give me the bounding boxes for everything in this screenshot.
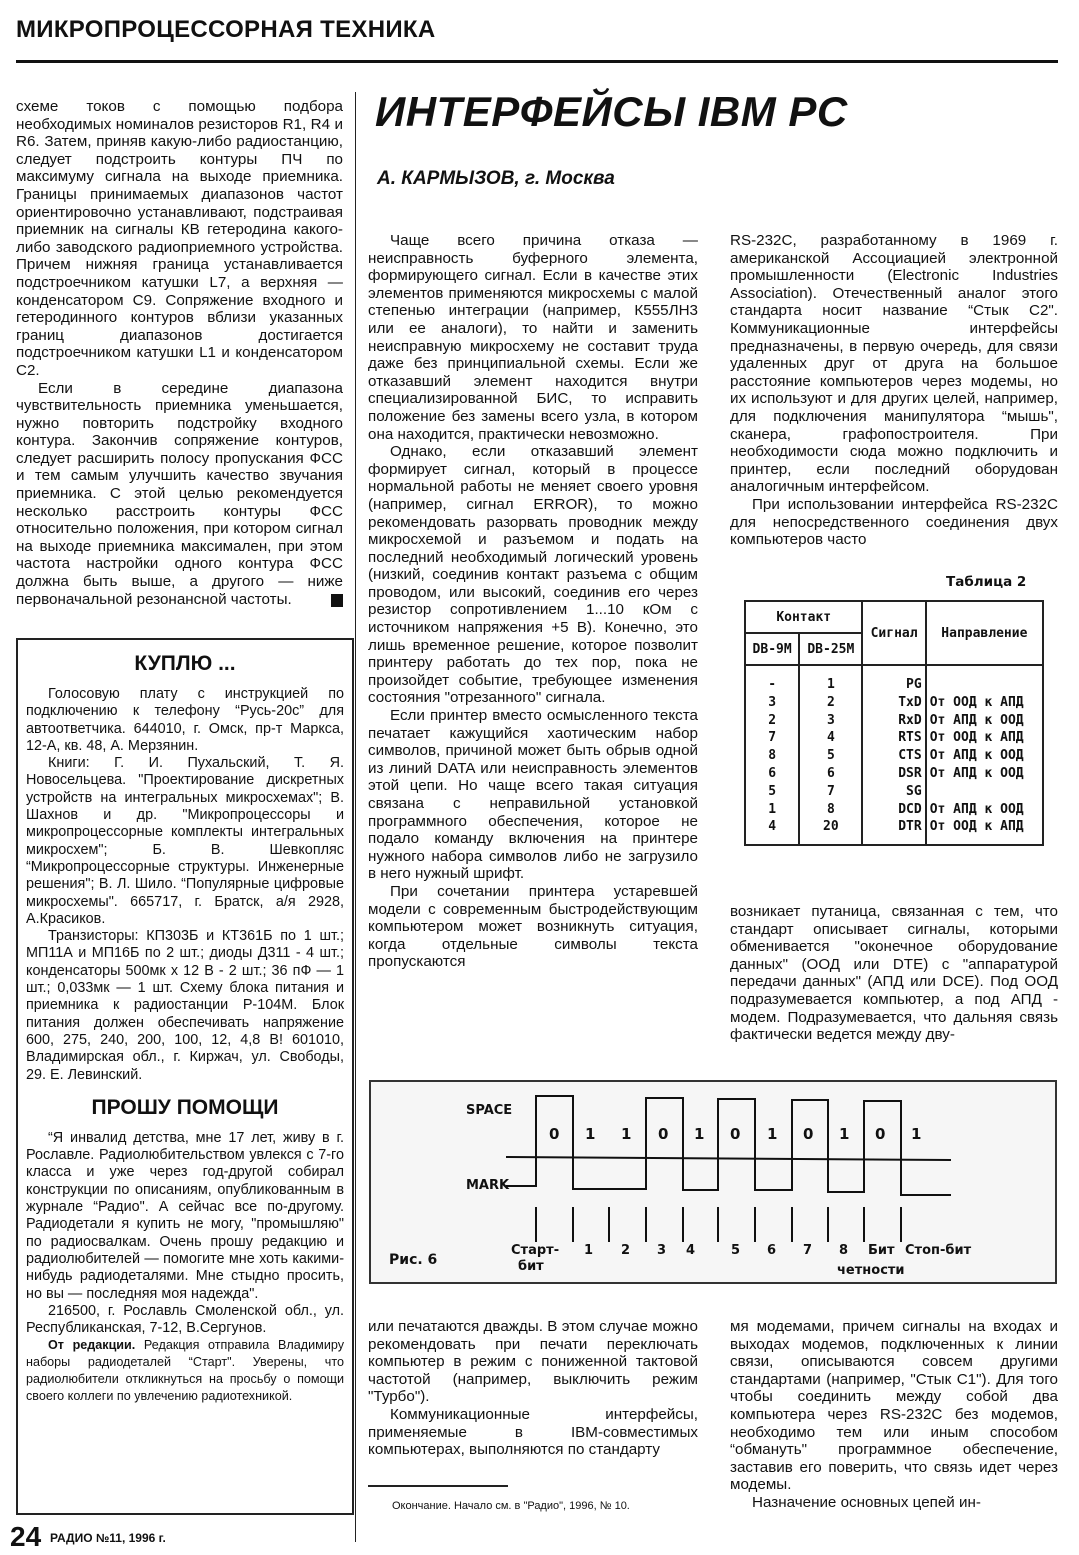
paragraph: При сочетании принтера устаревшей модели с современным быстродействующим компьютером может возникнуть ситуация, когда отдельные символы текста пропускаются [368,882,698,971]
bit-values [549,1125,921,1143]
article-title: ИНТЕРФЕЙСЫ IBM PC [375,88,848,135]
svg-text:0: 0 [549,1125,560,1143]
svg-text:Старт-: Старт- [511,1243,560,1258]
signal-table [744,600,1044,846]
footnote-rule [368,1485,508,1487]
left-column [16,98,343,608]
svg-text:1: 1 [584,1243,594,1258]
svg-text:3: 3 [657,1243,667,1258]
classifieds-box [16,638,354,1515]
paragraph: возникает путаница, связанная с тем, что стандарт описывает сигналы, которыми обменивается "оконечное оборудование данных" (ООД или DTE) с "аппаратурой передачи данных" (АПД или DCE). Под ООД подразумевается компьютер, а под АПД - модем. Подразумевается, что дальняя связь фактически ведется между дву- [730,903,1058,1044]
table-row: 1 8 DCD От АПД к ООД [745,801,1043,819]
page-number: 24 [10,1521,42,1552]
end-mark-icon [331,594,343,607]
table-row: 4 20 DTR От ООД к АПД [745,818,1043,845]
article-author: А. КАРМЫЗОВ, г. Москва [377,168,615,189]
paragraph: Чаще всего причина отказа — неисправность буферного элемента, формирующего сигнал. Если в качестве этих элементов применяются микросхемы с малой степенью интеграции (например, К555ЛН3 или ее аналоги), то найти и заменить неисправную микросхему не составит труда даже без принципиальной схемы. Если же отказавший элемент находится внутри специализированной БИС, то исправить положение без замены всего узла, в котором она находится, практически невозможно. [368,232,698,443]
col-header-direction: Направление [926,601,1043,665]
paragraph: схеме токов с помощью подбора необходимых номиналов резисторов R1, R4 и R6. Затем, приняв какую-либо радиостанцию, следует подстроить контуры ПЧ по максимуму сигнала на выходе приемника. Границы принимаемых диапазонов частот ориентировочно устанавливают, подстраивая приемник на сигналы КВ гетеродина какого-либо заводского радиоприемного устройства. Причем нижняя граница устанавливается подстроечником катушки L7, а верхняя — конденсатором С9. Сопряжение входного и гетеродинного контуров вблизи указанных границ диапазонов достигается подстроечником катушки L1 и конденсатором С2. [16,98,343,379]
editor-label: От редакции. [48,1338,136,1353]
table-caption: Таблица 2 [946,574,1027,590]
svg-text:1: 1 [767,1125,778,1143]
svg-text:0: 0 [875,1125,886,1143]
col-header-db25: DB-25M [799,633,862,665]
header-rule [16,60,1058,63]
help-heading: ПРОШУ ПОМОЩИ [91,1095,279,1119]
help-address: 216500, г. Рославль Смоленской обл., ул. Республиканская, 7-12, В.Сергунов. [26,1302,344,1337]
svg-text:0: 0 [803,1125,814,1143]
buy-ad: Голосовую плату с инструкцией по подключению к телефону “Русь-20с” для автоответчика. 644010, г. Омск, пр-т Маркса, 12-А, кв. 48, А. Мерзянин. [26,686,344,754]
table-row: 3 2 TxD От ООД к АПД [745,694,1043,712]
col-header-db9: DB-9M [745,633,799,665]
svg-text:4: 4 [686,1243,696,1258]
svg-text:Бит: Бит [868,1243,895,1258]
svg-text:1: 1 [839,1125,850,1143]
paragraph: Назначение основных цепей ин- [752,1493,981,1511]
table-row: 2 3 RxD От АПД к ООД [745,712,1043,730]
svg-text:Стоп-бит: Стоп-бит [905,1243,972,1258]
paragraph: Коммуникационные интерфейсы, применяемые в IBM-совместимых компьютерах, выполняются по стандарту [368,1405,698,1459]
middle-column [368,232,698,971]
table-row: - 1 PG [745,665,1043,694]
mark-label: MARK [466,1178,510,1193]
svg-text:четности: четности [837,1263,905,1278]
figure-caption: Рис. 6 [389,1252,438,1268]
paragraph: Если в середине диапазона чувствительность приемника уменьшается, нужно повторить подстройку входного контура. Закончив сопряжение контуров, следует расширить полосу пропускания ФСС и тем самым улучшить качество звучания приемника. С этой целью рекомендуется несколько расстроить контуры ФСС относительно положения, при котором сигнал на выходе приемника максимален, при этом частота настройки одного контура ФСС должна быть выше, а другого — ниже первоначальной резонансной частоты. [16,379,343,608]
paragraph: или печатаются дважды. В этом случае можно рекомендовать при печати переключать компьютер в режим с пониженной тактовой частотой (например, выключить режим "Турбо"). [368,1318,698,1406]
table-row: 7 4 RTS От ООД к АПД [745,729,1043,747]
col-header-contact: Контакт [745,601,862,633]
paragraph: мя модемами, причем сигналы на входах и выходах модемов, подключенных к линии связи, описываются совсем другими стандартами (например, "Стык С1"). Для того чтобы соединить между собой два компьютера через RS-232C без модемов, необходимо тем или иным способом “обмануть" программное обеспечение, заставив его поверить, что связь идет через модемы. [730,1318,1058,1494]
paragraph: При использовании интерфейса RS-232C для непосредственного соединения двух компьютеров часто [730,495,1058,549]
col-header-signal: Сигнал [862,601,925,665]
svg-text:1: 1 [585,1125,596,1143]
right-column-top [730,232,1058,549]
svg-text:бит: бит [518,1259,544,1274]
svg-text:1: 1 [621,1125,632,1143]
help-letter: “Я инвалид детства, мне 17 лет, живу в г. Рославле. Радиолюбительством увлекся с 7-го класса и уже через год-другой собирал конструкции по описаниям, опубликованным в журнале “Радио". А сейчас все по-другому. Радиодетали я купить не могу, "промышляю" по радиосвалкам. Очень прошу редакцию и радиолюбителей — помогите мне хоть какими-нибудь радиодеталями. Мне стыдно просить, но вы — последняя моя надежда". [26,1129,344,1302]
table-row: 6 6 DSR От АПД к ООД [745,765,1043,783]
buy-ad: Транзисторы: КП303Б и КТ361Б по 1 шт.; МП11А и МП16Б по 2 шт.; диоды Д311 - 4 шт.; конденсаторы 500мк х 12 В - 2 шт.; 36 пФ — 1 шт.; 0,033мк — 1 шт. Схему блока питания и приемника к радиостанции Р-104М. Блок питания должен обеспечивать напряжение 600, 275, 240, 200, 100, 12, 4,8 В! 601010, Владимирская обл., г. Киржач, ул. Свободы, 29. Е. Левинский. [26,928,344,1083]
svg-text:0: 0 [658,1125,669,1143]
buy-heading: КУПЛЮ ... [134,652,236,675]
paragraph: Однако, если отказавший элемент формирует сигнал, который в процессе нормальной работы не меняет своего уровня (например, сигнал ERROR), то можно рекомендовать разорвать проводник между микросхемой и разъемом и подать на последний необходимый логический уровень (низкий, соединив контакт разъема с общим проводом, или высокий, соединив его через резистор сопротивлением 1...10 кОм с источником напряжения +5 В). Конечно, это лишь временное решение, которое позволит принтеру работать до тех пор, пока не произойдет событие, требующее изменения состояния "отрезанного" сигнала. [368,443,698,707]
svg-text:6: 6 [767,1243,777,1258]
buy-ad: Книги: Г. И. Пухальский, Т. Я. Новосельцева. "Проектирование дискретных устройств на интегральных микросхемах"; В. Шахнов и др. "Микропроцессоры и микропроцессорные комплекты интегральных микросхем"; Б. В. Шевкопляс “Микропроцессорные структуры. Инженерные решения"; В. Л. Шило. “Популярные цифровые микросхемы". 665717, г. Братск, а/я 2928, А.Красиков. [26,755,344,927]
svg-text:2: 2 [621,1243,631,1258]
paragraph: RS-232C, разработанному в 1969 г. американской Ассоциацией электронной промышленности (Electronic Industries Association). Отечественный аналог этого стандарта носит название “Стык С2". Коммуникационные интерфейсы предназначены, в первую очередь, для связи удаленных друг от друга на большое расстояние компьютеров через модемы, но их используют и для других целей, например, для подключения манипулятора “мышь", сканера, графопостроителя. При необходимости сюда можно подключить и принтер, если последний оборудован аналогичным интерфейсом. [730,232,1058,496]
section-title: МИКРОПРОЦЕССОРНАЯ ТЕХНИКА [16,16,436,43]
svg-text:5: 5 [731,1243,741,1258]
editor-note: От редакции. Редакция отправила Владимиру наборы радиодеталей “Старт". Уверены, что радиолюбители откликнуться на просьбу о помощи своего коллеги по увлечению радиотехникой. [26,1338,345,1404]
svg-text:1: 1 [694,1125,705,1143]
footnote: Окончание. Начало см. в "Радио", 1996, № 10. [392,1500,630,1512]
waveform [371,1082,1055,1282]
table-row: 5 7 SG [745,783,1043,801]
issue-info: РАДИО №11, 1996 г. [50,1531,166,1545]
svg-text:7: 7 [803,1243,813,1258]
svg-text:1: 1 [911,1125,922,1143]
slot-labels [511,1243,972,1278]
paragraph: Если принтер вместо осмысленного текста печатает кажущийся хаотическим набор символов, причиной может быть обрыв одной из линий DATA или неисправность элементов этой цепи. Но чаще всего такая ситуация связана с неправильной установкой программного обеспечения, которое не подало команду включения на принтере нужного набора символов либо не загрузило в него нужный шрифт. [368,707,698,883]
middle-column-bottom [368,1318,698,1459]
table-row: 8 5 CTS От АПД к ООД [745,747,1043,765]
right-column-bottom [730,1318,1058,1512]
column-divider [355,92,356,1542]
figure-6-timing-diagram [369,1080,1057,1284]
svg-text:0: 0 [730,1125,741,1143]
right-column-mid [730,903,1058,1044]
space-label: SPACE [466,1103,513,1118]
svg-text:8: 8 [839,1243,849,1258]
